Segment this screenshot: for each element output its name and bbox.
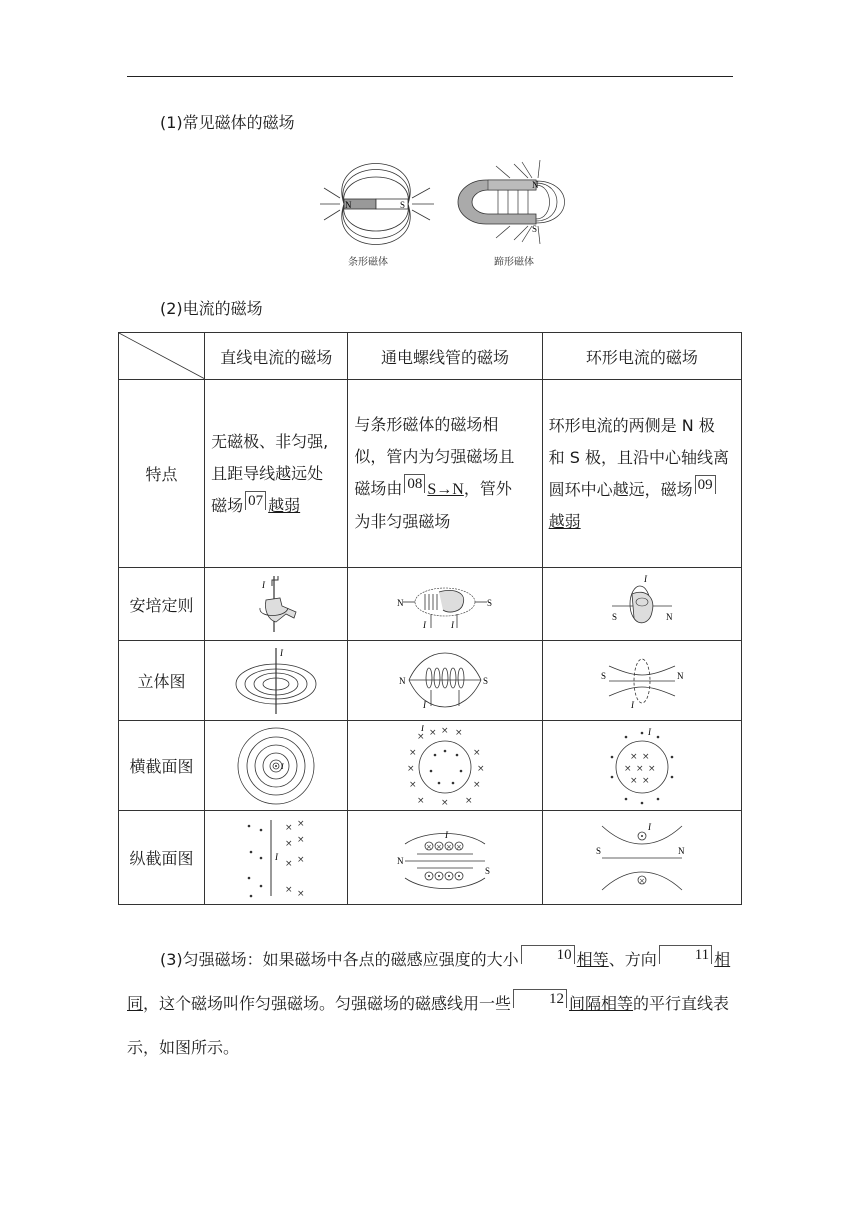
svg-text:×: × [406, 763, 415, 774]
right-hand-solenoid-icon [395, 574, 495, 634]
svg-text:×: × [435, 842, 442, 851]
svg-text:×: × [408, 779, 417, 790]
row-label-cross-section: 横截面图 [119, 721, 205, 811]
svg-text:×: × [445, 842, 452, 851]
svg-text:N: N [396, 855, 404, 866]
svg-text:×: × [635, 763, 644, 774]
svg-text:×: × [476, 763, 485, 774]
right-hand-straight-icon [246, 574, 306, 634]
current-magnetic-field-table [118, 332, 742, 905]
feat-line: 且距导线越远处 [211, 463, 324, 483]
section-1-title: (1)常见磁体的磁场 [160, 113, 295, 132]
svg-text:S: S [484, 865, 490, 876]
svg-text:N: N [677, 845, 685, 856]
svg-text:×: × [297, 888, 305, 899]
svg-text:×: × [416, 795, 425, 806]
diagonal-header-cell [119, 333, 205, 380]
answer-12: 间隔相等 [569, 994, 634, 1013]
table-row-cross-section [119, 721, 742, 811]
concentric-ellipses-icon [234, 646, 318, 716]
answer-11: 相同 [127, 950, 731, 1013]
feat-line: 环形电流的两侧是 N 极 [548, 415, 715, 435]
ring-cross-icon [602, 725, 682, 807]
feat-line: 和 S 极，且沿中心轴线离 [548, 447, 729, 467]
feature-ring-current [542, 380, 741, 568]
svg-text:S: S [482, 675, 488, 686]
svg-text:I: I [422, 699, 426, 710]
horseshoe-magnet-diagram [458, 160, 565, 244]
svg-text:×: × [454, 727, 463, 738]
cross-solenoid-figure [348, 721, 542, 811]
svg-text:S: S [486, 598, 492, 608]
row-label-ampere-rule: 安培定则 [119, 568, 205, 641]
svg-text:N: N [665, 612, 673, 622]
svg-text:I: I [630, 699, 634, 710]
svg-text:×: × [285, 858, 293, 869]
svg-text:N: N [676, 670, 684, 681]
svg-text:I: I [647, 726, 651, 737]
svg-text:×: × [297, 834, 305, 845]
svg-text:×: × [647, 763, 656, 774]
svg-text:×: × [472, 747, 481, 758]
straight-long-section-icon [241, 816, 311, 900]
answer-number-08: 08 [404, 474, 425, 493]
feature-straight-current [205, 380, 348, 568]
3d-straight-figure [205, 641, 348, 721]
long-straight-figure [205, 811, 348, 905]
answer-10: 相等 [576, 950, 609, 969]
svg-text:I: I [643, 574, 647, 584]
long-solenoid-figure [348, 811, 542, 905]
svg-text:×: × [416, 731, 425, 742]
svg-text:I: I [647, 821, 651, 832]
answer-number-07: 07 [245, 491, 266, 510]
cross-straight-figure [205, 721, 348, 811]
svg-text:×: × [641, 751, 650, 762]
answer-number-11: 11 [659, 945, 712, 964]
svg-text:×: × [408, 747, 417, 758]
svg-text:S: S [600, 670, 606, 681]
svg-text:×: × [297, 818, 305, 829]
section-2-title: (2)电流的磁场 [160, 299, 263, 318]
svg-text:×: × [285, 884, 293, 895]
svg-text:N: N [398, 675, 406, 686]
svg-text:×: × [464, 795, 473, 806]
svg-text:N: N [396, 598, 404, 608]
svg-text:×: × [285, 838, 293, 849]
answer-08: S→N [427, 481, 464, 498]
svg-text:×: × [472, 779, 481, 790]
svg-text:I: I [275, 851, 279, 862]
long-ring-figure [542, 811, 741, 905]
ring-long-section-icon [592, 816, 692, 900]
ampere-ring-figure [542, 568, 741, 641]
row-label-features: 特点 [119, 380, 205, 568]
answer-number-12: 12 [513, 989, 567, 1008]
svg-text:×: × [629, 751, 638, 762]
table-row-3d [119, 641, 742, 721]
bar-n-label: N [345, 200, 352, 210]
header-straight-current: 直线电流的磁场 [205, 333, 348, 380]
svg-text:I: I [280, 647, 284, 658]
horseshoe-s-label: S [532, 224, 538, 234]
feat-line: 无磁极、非匀强, [211, 431, 329, 451]
3d-solenoid-figure [348, 641, 542, 721]
solenoid-cross-icon [405, 725, 485, 807]
svg-text:×: × [641, 775, 650, 786]
ampere-straight-figure [205, 568, 348, 641]
row-label-longitudinal-section: 纵截面图 [119, 811, 205, 905]
ring-loop-icon [597, 646, 687, 716]
svg-text:I: I [281, 761, 284, 771]
svg-text:×: × [638, 876, 645, 885]
horseshoe-magnet-caption: 蹄形磁体 [494, 257, 534, 268]
table-row-features [119, 380, 742, 568]
horseshoe-n-label: N [532, 180, 539, 190]
svg-text:S: S [595, 845, 601, 856]
feature-solenoid [348, 380, 542, 568]
answer-09: 越弱 [548, 511, 581, 531]
table-header-row [119, 333, 742, 380]
svg-text:I: I [422, 620, 426, 630]
answer-07: 越弱 [268, 495, 301, 515]
section-3-paragraph: (3)匀强磁场：如果磁场中各点的磁感应强度的大小 10 相等、方向 11 相同，这个磁场叫作匀强磁场。匀强磁场的磁感线用一些 12 间隔相等的平行直线表示，如图所示。 [127, 947, 731, 1057]
feat-line: 磁场 07 越弱 [211, 492, 301, 515]
svg-text:I: I [444, 829, 448, 840]
header-solenoid: 通电螺线管的磁场 [348, 333, 542, 380]
cross-ring-figure [542, 721, 741, 811]
svg-text:I: I [262, 580, 266, 590]
svg-text:×: × [297, 854, 305, 865]
svg-text:×: × [440, 725, 449, 736]
svg-text:S: S [611, 612, 617, 622]
answer-number-10: 10 [521, 945, 575, 964]
top-rule [127, 76, 733, 77]
svg-text:×: × [425, 842, 432, 851]
svg-text:×: × [455, 842, 462, 851]
svg-text:I: I [420, 724, 424, 733]
feat-line: 圆环中心越远，磁场 09 [549, 474, 735, 506]
row-label-3d: 立体图 [119, 641, 205, 721]
svg-text:I: I [450, 620, 454, 630]
magnet-field-figure [318, 158, 580, 270]
bar-magnet-caption: 条形磁体 [348, 257, 388, 268]
answer-number-09: 09 [695, 475, 716, 494]
solenoid-long-section-icon [395, 816, 495, 900]
bar-s-label: S [400, 200, 406, 210]
3d-ring-figure [542, 641, 741, 721]
table-row-longitudinal-section [119, 811, 742, 905]
ampere-solenoid-figure [348, 568, 542, 641]
svg-text:×: × [629, 775, 638, 786]
solenoid-coil-icon [395, 646, 495, 716]
header-ring-current: 环形电流的磁场 [542, 333, 741, 380]
feat-line: 与条形磁体的磁场相 [354, 415, 499, 434]
concentric-circles-icon [235, 725, 317, 807]
svg-text:×: × [440, 797, 449, 807]
svg-text:×: × [623, 763, 632, 774]
table-row-ampere-rule [119, 568, 742, 641]
svg-text:×: × [285, 822, 293, 833]
feat-line [549, 506, 735, 538]
feat-line: 为非匀强磁场 [354, 512, 451, 531]
feat-line: 似，管内为匀强磁场且 [354, 447, 515, 466]
svg-text:×: × [428, 727, 437, 738]
right-hand-ring-icon [602, 572, 682, 636]
feat-line: 磁场由 08 S→N，管外 [354, 476, 512, 498]
